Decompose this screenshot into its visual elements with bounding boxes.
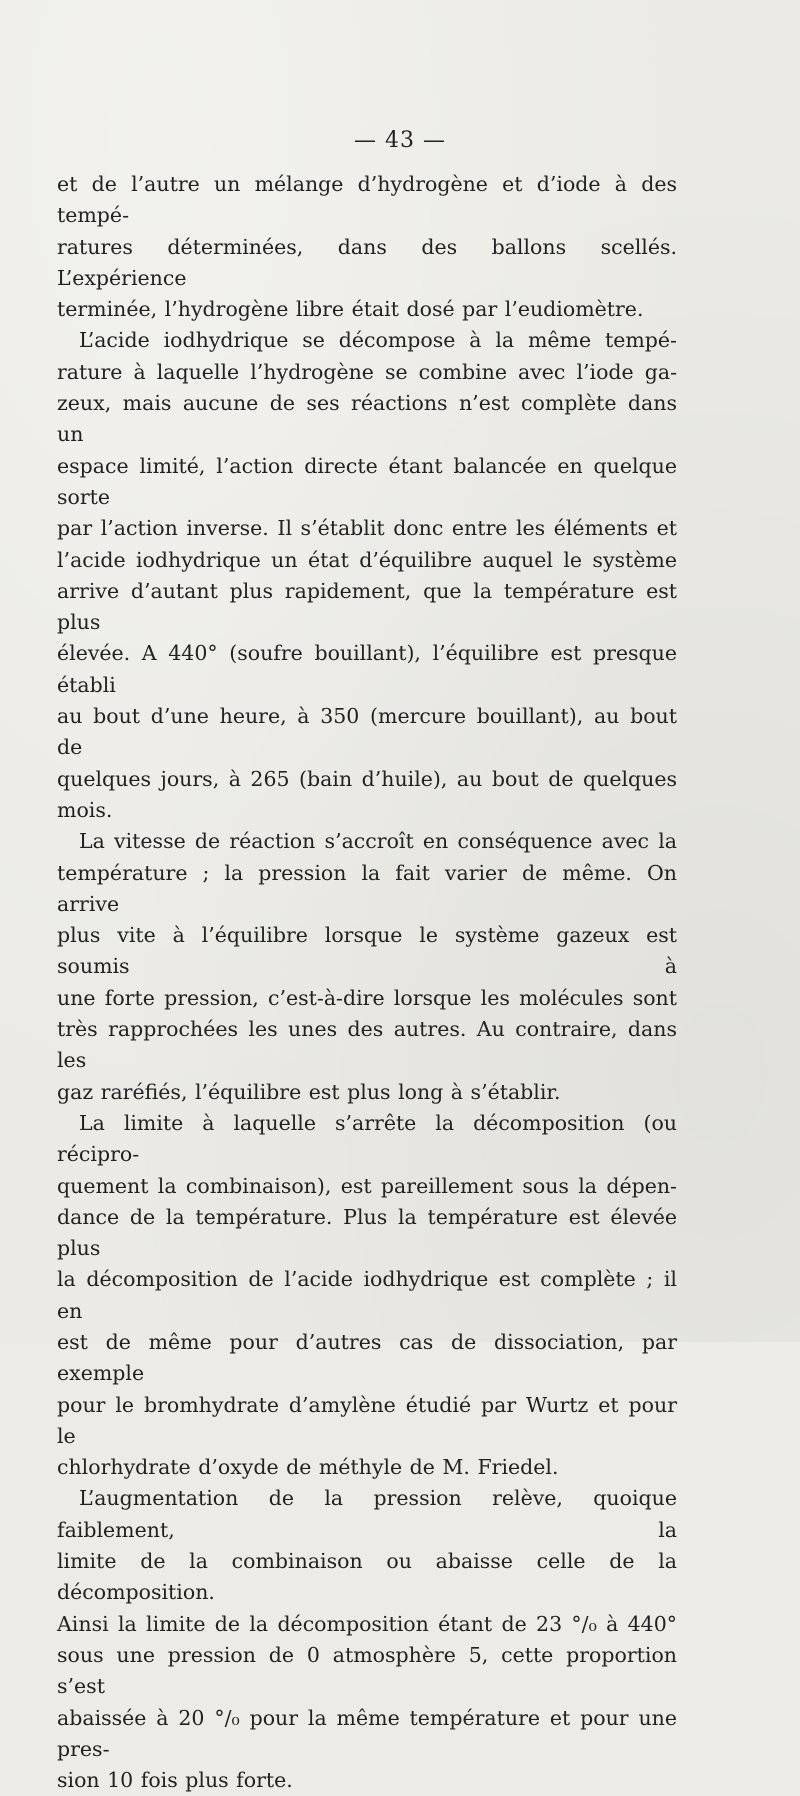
text-line: limite de la combinaison ou abaisse celle de la décomposition. [57, 1549, 677, 1605]
text-line: sion 10 fois plus forte. [57, 1768, 293, 1793]
text-line: terminée, l’hydrogène libre était dosé par l’eudiomètre. [57, 297, 644, 322]
text-line: quement la combinaison), est pareillement sous la dépen- [57, 1173, 677, 1198]
text-line: l’acide iodhydrique un état d’équilibre auquel le système [57, 547, 677, 572]
text-line: dance de la température. Plus la température est élevée plus [57, 1204, 677, 1261]
text-line: par l’action inverse. Il s’établit donc entre les éléments et [57, 516, 677, 541]
text-line: abaissée à 20 °/₀ pour la même température et pour une pres- [57, 1705, 677, 1761]
text-line: espace limité, l’action directe étant balancée en quelque sorte [57, 453, 677, 509]
text-line: L’acide iodhydrique se décompose à la même tempé- [79, 328, 677, 353]
text-line: très rapprochées les unes des autres. Au contraire, dans les [57, 1017, 677, 1073]
text-line: pour le bromhydrate d’amylène étudié par Wurtz et pour le [57, 1392, 677, 1448]
text-line: La vitesse de réaction s’accroît en conséquence avec la [79, 829, 677, 854]
text-line: la décomposition de l’acide iodhydrique est complète ; il en [57, 1267, 677, 1323]
text-line: La limite à laquelle s’arrête la décomposition (ou récipro- [57, 1110, 677, 1167]
text-line: plus vite à l’équilibre lorsque le système gazeux est soumis à [57, 923, 677, 979]
text-line: ratures déterminées, dans des ballons scellés. L’expérience [57, 234, 677, 290]
page-number: — 43 — [354, 128, 446, 153]
text-line: L’augmentation de la pression relève, quoique faiblement, la [57, 1486, 677, 1542]
text-line: au bout d’une heure, à 350 (mercure bouillant), au bout de [57, 704, 677, 760]
text-line: gaz raréfiés, l’équilibre est plus long à s’établir. [57, 1079, 561, 1104]
text-line: arrive d’autant plus rapidement, que la température est plus [57, 578, 677, 635]
text-line: zeux, mais aucune de ses réactions n’est complète dans un [57, 391, 677, 447]
text-line: chlorhydrate d’oxyde de méthyle de M. Friedel. [57, 1455, 559, 1480]
page-text [57, 169, 677, 1796]
text-line: élevée. A 440° (soufre bouillant), l’équilibre est presque établi [57, 641, 677, 697]
text-line: et de l’autre un mélange d’hydrogène et d’iode à des tempé- [57, 172, 677, 228]
text-line: une forte pression, c’est-à-dire lorsque les molécules sont [57, 985, 677, 1010]
text-line: Ainsi la limite de la décomposition étant de 23 °/₀ à 440° [57, 1611, 677, 1636]
text-line: quelques jours, à 265 (bain d’huile), au bout de quelques mois. [57, 766, 677, 822]
text-line: rature à laquelle l’hydrogène se combine avec l’iode ga- [57, 359, 677, 384]
text-line: sous une pression de 0 atmosphère 5, cette proportion s’est [57, 1642, 677, 1699]
text-line: température ; la pression la fait varier de même. On arrive [57, 860, 677, 916]
text-line: est de même pour d’autres cas de dissociation, par exemple [57, 1329, 677, 1386]
